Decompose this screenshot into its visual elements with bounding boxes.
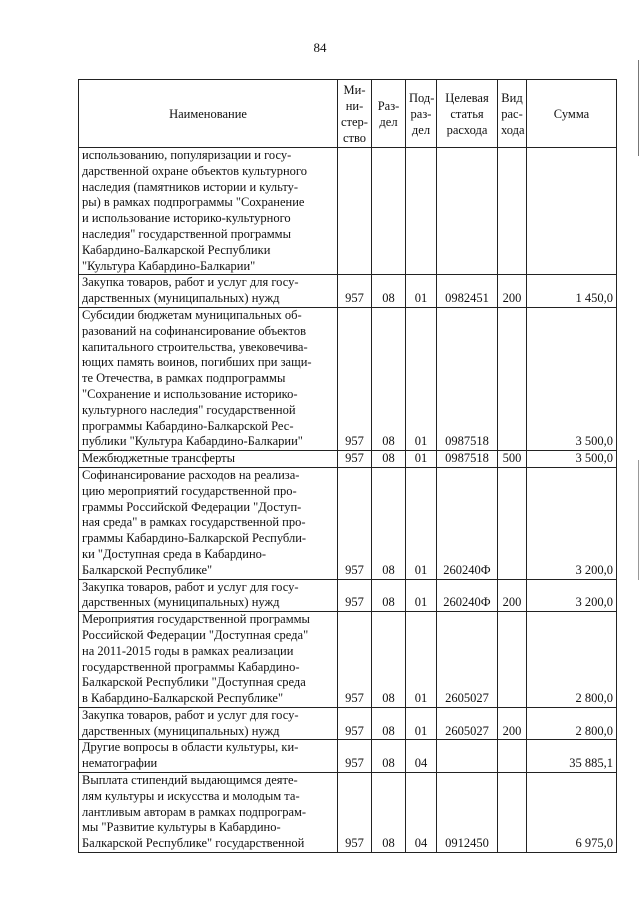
cell-amount: 2 800,0 <box>527 707 617 740</box>
cell-section: 08 <box>372 275 406 308</box>
cell-section: 08 <box>372 740 406 773</box>
cell-target: 0912450 <box>437 773 498 853</box>
cell-section: 08 <box>372 707 406 740</box>
cell-target: 0987518 <box>437 451 498 468</box>
cell-name: Закупка товаров, работ и услуг для госу- дарственных (муниципальных) нужд <box>79 579 338 612</box>
table-row <box>79 307 617 450</box>
header-ministry: Ми- ни- стер- ство <box>338 80 372 148</box>
cell-section: 08 <box>372 612 406 708</box>
cell-ministry: 957 <box>338 579 372 612</box>
header-expense-type: Вид рас- хода <box>498 80 527 148</box>
cell-amount: 1 450,0 <box>527 275 617 308</box>
scan-edge-mark-lower <box>638 460 639 580</box>
cell-subsection: 01 <box>406 307 437 450</box>
cell-expense-type: 500 <box>498 451 527 468</box>
cell-subsection: 04 <box>406 773 437 853</box>
cell-amount: 3 200,0 <box>527 467 617 579</box>
cell-target: 0982451 <box>437 275 498 308</box>
cell-name: Субсидии бюджетам муниципальных об- разований на софинансирование объектов капитального строительства, увековечива- ющих память воинов, погибших при защи- те Отечества, в рамках подпрограммы "Сохранение и использование историко- культурного наследия" государственной программы Кабардино-Балкарской Рес- публики "Культура Кабардино-Балкарии" <box>79 307 338 450</box>
cell-subsection: 01 <box>406 275 437 308</box>
cell-ministry <box>338 148 372 275</box>
cell-ministry: 957 <box>338 707 372 740</box>
cell-name: Закупка товаров, работ и услуг для госу- дарственных (муниципальных) нужд <box>79 707 338 740</box>
cell-expense-type <box>498 612 527 708</box>
cell-name: Софинансирование расходов на реализа- цию мероприятий государственной про- граммы Российской Федерации "Доступ- ная среда" в рамках государственной про- граммы Кабардино-Балкарской Республи- ки "Доступная среда в Кабардино- Балкарской Республике" <box>79 467 338 579</box>
cell-ministry: 957 <box>338 275 372 308</box>
cell-amount: 2 800,0 <box>527 612 617 708</box>
cell-expense-type: 200 <box>498 579 527 612</box>
cell-subsection: 01 <box>406 579 437 612</box>
cell-target: 2605027 <box>437 612 498 708</box>
cell-amount: 6 975,0 <box>527 773 617 853</box>
cell-section: 08 <box>372 467 406 579</box>
cell-target <box>437 740 498 773</box>
cell-subsection: 01 <box>406 451 437 468</box>
cell-target: 2605027 <box>437 707 498 740</box>
cell-ministry: 957 <box>338 740 372 773</box>
header-section: Раз- дел <box>372 80 406 148</box>
cell-name: Закупка товаров, работ и услуг для госу- дарственных (муниципальных) нужд <box>79 275 338 308</box>
table-row <box>79 148 617 275</box>
cell-ministry: 957 <box>338 773 372 853</box>
cell-target: 260240Ф <box>437 579 498 612</box>
cell-subsection <box>406 148 437 275</box>
cell-ministry: 957 <box>338 612 372 708</box>
cell-name: Мероприятия государственной программы Российской Федерации "Доступная среда" на 2011-2015 годы в рамках реализации государственной программы Кабардино- Балкарской Республики "Доступная среда в Кабардино-Балкарской Республике" <box>79 612 338 708</box>
cell-name: Межбюджетные трансферты <box>79 451 338 468</box>
budget-table <box>78 79 617 853</box>
cell-section <box>372 148 406 275</box>
cell-amount <box>527 148 617 275</box>
table-row <box>79 467 617 579</box>
table-row <box>79 740 617 773</box>
cell-expense-type <box>498 773 527 853</box>
cell-amount: 3 200,0 <box>527 579 617 612</box>
cell-expense-type <box>498 307 527 450</box>
cell-amount: 3 500,0 <box>527 307 617 450</box>
header-amount: Сумма <box>527 80 617 148</box>
table-row <box>79 612 617 708</box>
cell-ministry: 957 <box>338 307 372 450</box>
cell-target: 260240Ф <box>437 467 498 579</box>
cell-name: Выплата стипендий выдающимся деяте- лям культуры и искусства и молодым та- лантливым авторам в рамках подпрограм- мы "Развитие культуры в Кабардино- Балкарской Республике" государственной <box>79 773 338 853</box>
cell-section: 08 <box>372 579 406 612</box>
cell-section: 08 <box>372 451 406 468</box>
table-row <box>79 579 617 612</box>
cell-expense-type: 200 <box>498 275 527 308</box>
cell-section: 08 <box>372 307 406 450</box>
cell-ministry: 957 <box>338 451 372 468</box>
table-header-row <box>79 80 617 148</box>
cell-expense-type <box>498 148 527 275</box>
cell-expense-type <box>498 740 527 773</box>
header-target-article: Целевая статья расхода <box>437 80 498 148</box>
table-row <box>79 707 617 740</box>
cell-expense-type <box>498 467 527 579</box>
cell-name: Другие вопросы в области культуры, ки- нематографии <box>79 740 338 773</box>
cell-subsection: 01 <box>406 707 437 740</box>
cell-name: использованию, популяризации и госу- дарственной охране объектов культурного наследия (памятников истории и культу- ры) в рамках подпрограммы "Сохранение и использование историко-культурного наследия" государственной программы Кабардино-Балкарской Республики "Культура Кабардино-Балкарии" <box>79 148 338 275</box>
cell-subsection: 01 <box>406 467 437 579</box>
cell-ministry: 957 <box>338 467 372 579</box>
table-row <box>79 451 617 468</box>
cell-expense-type: 200 <box>498 707 527 740</box>
cell-target: 0987518 <box>437 307 498 450</box>
cell-section: 08 <box>372 773 406 853</box>
page-number: 84 <box>313 40 327 55</box>
cell-subsection: 01 <box>406 612 437 708</box>
cell-subsection: 04 <box>406 740 437 773</box>
table-row <box>79 773 617 853</box>
header-subsection: Под- раз- дел <box>406 80 437 148</box>
table-row <box>79 275 617 308</box>
scan-edge-mark <box>638 60 639 156</box>
header-name: Наименование <box>79 80 338 148</box>
cell-target <box>437 148 498 275</box>
cell-amount: 3 500,0 <box>527 451 617 468</box>
cell-amount: 35 885,1 <box>527 740 617 773</box>
